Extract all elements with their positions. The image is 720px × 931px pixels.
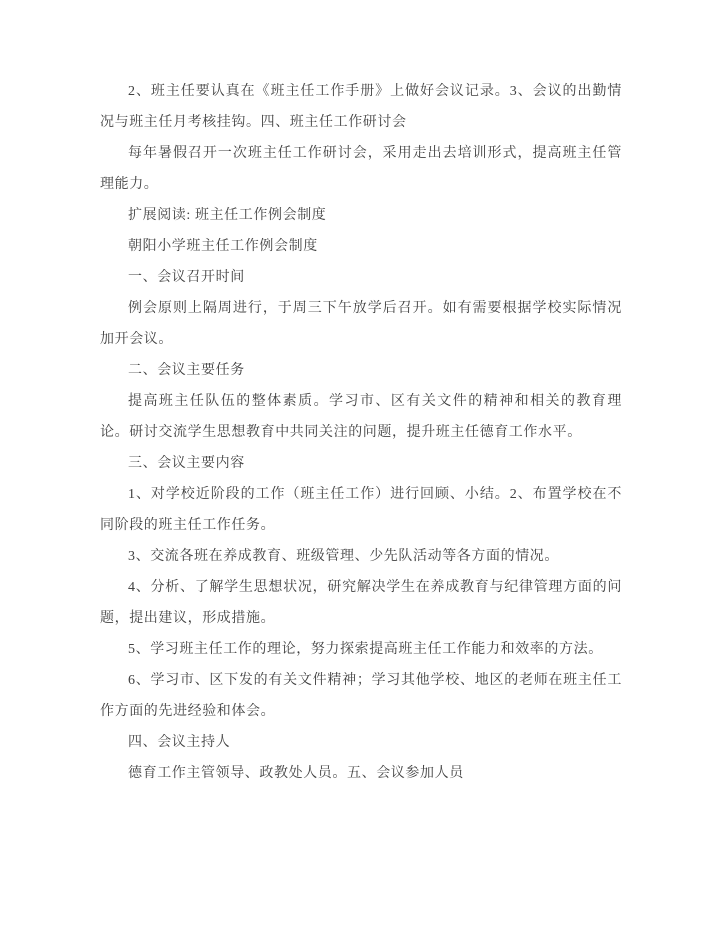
paragraph: 每年暑假召开一次班主任工作研讨会，采用走出去培训形式，提高班主任管理能力。 xyxy=(100,146,622,192)
paragraph: 3、交流各班在养成教育、班级管理、少先队活动等各方面的情况。 xyxy=(128,549,559,564)
paragraph: 二、会议主要任务 xyxy=(128,363,245,378)
paragraph: 6、学习市、区下发的有关文件精神；学习其他学校、地区的老师在班主任工作方面的先进经验和体会。 xyxy=(100,673,622,719)
paragraph: 三、会议主要内容 xyxy=(128,456,245,471)
paragraph: 一、会议召开时间 xyxy=(128,270,245,285)
paragraph: 四、会议主持人 xyxy=(128,735,231,750)
paragraph: 5、学习班主任工作的理论，努力探索提高班主任工作能力和效率的方法。 xyxy=(128,642,603,657)
paragraph: 提高班主任队伍的整体素质。学习市、区有关文件的精神和相关的教育理论。研讨交流学生思想教育中共同关注的问题，提升班主任德育工作水平。 xyxy=(100,394,622,440)
paragraph: 例会原则上隔周进行，于周三下午放学后召开。如有需要根据学校实际情况加开会议。 xyxy=(100,301,622,347)
paragraph: 1、对学校近阶段的工作（班主任工作）进行回顾、小结。2、布置学校在不同阶段的班主任工作任务。 xyxy=(100,487,622,533)
paragraph: 扩展阅读: 班主任工作例会制度 xyxy=(128,208,327,223)
paragraph: 朝阳小学班主任工作例会制度 xyxy=(128,239,318,254)
paragraph: 德育工作主管领导、政教处人员。五、会议参加人员 xyxy=(128,766,464,781)
paragraph: 4、分析、了解学生思想状况，研究解决学生在养成教育与纪律管理方面的问题，提出建议，形成措施。 xyxy=(100,580,622,626)
paragraph: 2、班主任要认真在《班主任工作手册》上做好会议记录。3、会议的出勤情况与班主任月考核挂钩。四、班主任工作研讨会 xyxy=(100,84,622,130)
document-body xyxy=(100,76,622,789)
